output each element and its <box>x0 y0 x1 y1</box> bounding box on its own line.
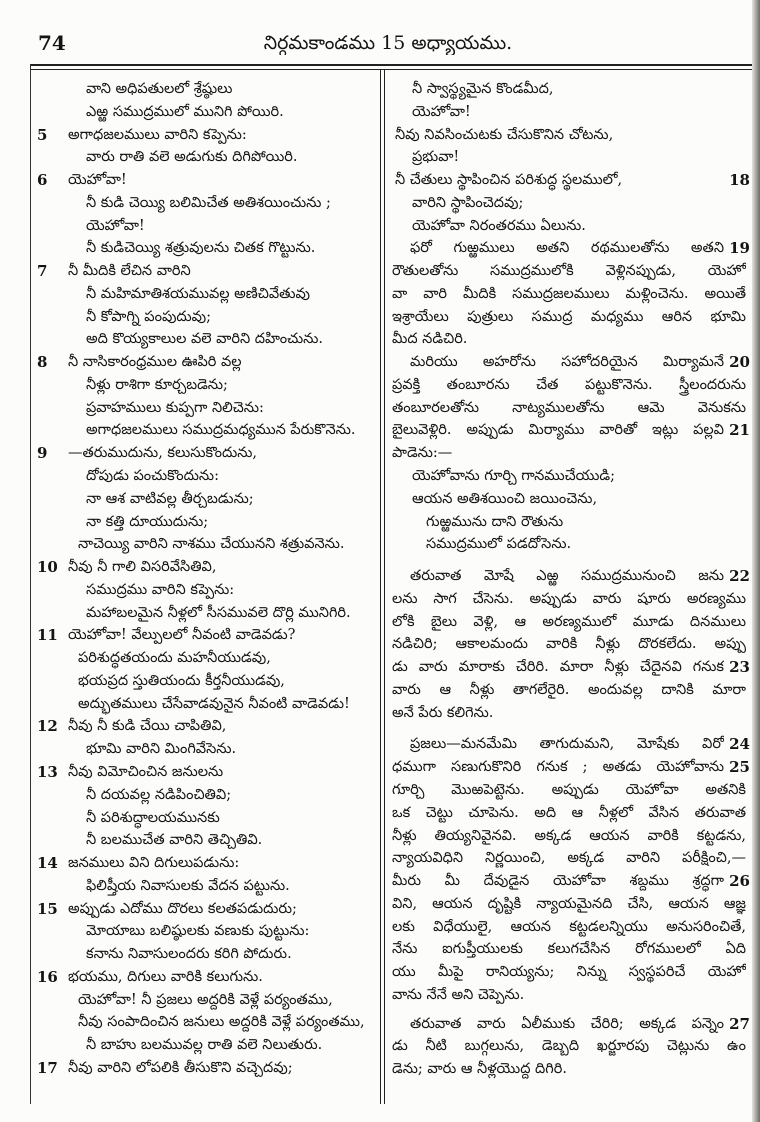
line-text: డు నీటి బుగ్గలును, డెబ్బది ఖర్జూరపు చెట్లును ఉం <box>392 1038 746 1055</box>
prose-line <box>386 1013 752 1036</box>
line-text: అది కొయ్యకాలుల వలె వారిని దహించును. <box>86 331 323 348</box>
poem-line <box>32 533 378 556</box>
prose-line <box>386 588 752 611</box>
verse-number: 24 <box>729 735 750 754</box>
poem-line <box>32 807 378 830</box>
line-text: నీళ్లు తియ్యనివైనవి. అక్కడ ఆయన వారికి కట్టడను, <box>392 827 746 844</box>
verse-number: 23 <box>729 658 750 677</box>
line-text: నీ నాసికారంధ్రముల ఊపిరి వల్ల <box>68 354 242 371</box>
verse-number: 22 <box>729 567 750 586</box>
poem-line <box>32 78 378 101</box>
prose-line <box>386 442 752 465</box>
prose-line <box>386 351 752 374</box>
line-text: యెహోవాను గూర్చి గానముచేయుడి; <box>412 468 615 485</box>
line-text: తంబూరలతోను నాట్యములతోను ఆమె వెనుకను <box>392 399 746 416</box>
prose-line <box>386 237 752 260</box>
line-text: ఫరో గుఱ్ఱములు అతని రథములతోను అతని <box>410 240 724 257</box>
poem-line <box>32 146 378 169</box>
line-text: నీ బలముచేత వారిని తెచ్చితివి. <box>86 832 263 849</box>
line-text: నీవు సంపాదించిన జనులు అద్దరికి వెళ్లే పర్యంతము, <box>78 1014 365 1031</box>
line-text: వారిని స్థాపించెదవు; <box>412 194 524 211</box>
prose-line <box>386 984 752 1007</box>
verse-number: 11 <box>37 626 58 645</box>
line-text: తరువాత మోషే ఎఱ్ఱ సముద్రమునుంచి జను <box>410 568 724 585</box>
column-divider <box>380 69 385 1104</box>
line-text: అగాధజలములు వారిని కప్పెను: <box>68 126 247 143</box>
line-text: నీ స్వాస్థ్యమైన కొండమీద, <box>412 81 554 97</box>
page-number: 74 <box>38 31 66 55</box>
prose-line <box>386 916 752 939</box>
verse-number: 6 <box>37 171 48 190</box>
prose-line <box>386 1058 752 1081</box>
verse-number: 5 <box>37 125 48 144</box>
poem-line <box>32 374 378 397</box>
poem-line <box>32 693 378 716</box>
prose-line <box>386 870 752 893</box>
poem-line <box>32 898 378 921</box>
prose-line <box>386 1035 752 1058</box>
line-text: యెహోవా! వేల్పులలో నీవంటి వాడెవడు? <box>68 627 296 644</box>
line-text: నాచెయ్యి వారిని నాశము చేయునని శత్రువనెను. <box>78 536 345 553</box>
poem-line <box>32 1034 378 1057</box>
line-text: యెహోవా! <box>86 217 145 234</box>
verse-number: 18 <box>729 171 750 190</box>
poem-line <box>386 169 752 192</box>
prose-line <box>386 611 752 634</box>
verse-number: 20 <box>729 353 750 372</box>
poem-line <box>386 533 752 556</box>
verse-number: 27 <box>729 1014 750 1033</box>
line-text: వాను నేనే అని చెప్పెను. <box>392 986 525 1003</box>
prose-line <box>386 756 752 779</box>
verse-number: 13 <box>37 762 58 781</box>
poem-line <box>386 146 752 169</box>
line-text: పాడెను:— <box>392 445 453 462</box>
line-text: మీరు మీ దేవుడైన యెహోవా శబ్దము శ్రద్ధగా <box>392 873 724 890</box>
verse-number: 25 <box>729 758 750 777</box>
poem-line <box>32 784 378 807</box>
poem-line <box>32 1011 378 1034</box>
line-text: లను సాగ చేసెను. అప్పుడు వారు షూరు అరణ్యము <box>392 590 746 607</box>
poem-line <box>32 1057 378 1080</box>
line-text: నీవు నీ కుడి చేయి చాపితివి, <box>68 718 227 735</box>
line-text: డు వారు మారాకు చేరిరి. మారా నీళ్లు చేదైనవి గనుక <box>392 659 724 676</box>
poem-line <box>386 78 752 101</box>
prose-line <box>386 702 752 725</box>
line-text: మరియు అహరోను సహోదరియైన మిర్యామనే <box>410 354 724 371</box>
verse-number: 16 <box>37 967 58 986</box>
poem-line <box>32 351 378 374</box>
poem-line <box>32 192 378 215</box>
verse-number: 15 <box>37 899 58 918</box>
poem-line <box>32 397 378 420</box>
line-text: నా ఆశ వాటివల్ల తీర్చబడును; <box>86 490 254 507</box>
prose-line <box>386 656 752 679</box>
line-text: భయము, దిగులు వారికి కలుగును. <box>68 968 263 985</box>
line-text: భూమి వారిని మింగివేసెను. <box>86 741 237 758</box>
poem-line <box>386 101 752 124</box>
poem-line <box>32 419 378 442</box>
line-text: దోపుడు పంచుకొందును: <box>86 468 219 485</box>
line-text: ఎఱ్ఱ సముద్రములో మునిగి పోయిరి. <box>86 103 284 120</box>
poem-line <box>32 670 378 693</box>
prose-line <box>386 779 752 802</box>
prose-line <box>386 283 752 306</box>
poem-line <box>386 465 752 488</box>
line-text: గూర్చి మొఱపెట్టెను. అప్పుడు యెహోవా అతనికి <box>392 781 746 798</box>
verse-number: 19 <box>729 239 750 258</box>
line-text: లకు విధేయులై, ఆయన కట్టడలన్నియు అనుసరించితే, <box>392 918 746 935</box>
header-rule <box>30 64 752 66</box>
poem-line <box>386 124 752 147</box>
poem-line <box>32 556 378 579</box>
poem-line <box>32 738 378 761</box>
poem-line <box>32 943 378 966</box>
line-text: గుఱ్ఱమును దాని రౌతును <box>426 513 564 530</box>
prose-line <box>386 306 752 329</box>
line-text: నీవు వారిని లోపలికి తీసుకొని వచ్చెదవు; <box>68 1059 293 1076</box>
line-text: జనములు విని దిగులుపడును: <box>68 855 240 872</box>
prose-line <box>386 633 752 656</box>
poem-line <box>32 989 378 1012</box>
poem-line <box>32 852 378 875</box>
line-text: యెహోవా! నీ ప్రజలు అద్దరికి వెళ్లే పర్యంతము, <box>78 991 333 1008</box>
poem-line <box>32 579 378 602</box>
line-text: ప్రభువా! <box>412 149 460 166</box>
poem-line <box>32 215 378 238</box>
poem-line <box>32 829 378 852</box>
line-text: నీ కుడి చెయ్యి బలిమిచేత అతిశయించును ; <box>86 194 331 211</box>
line-text: యెహోవా! <box>68 172 127 189</box>
line-text: రౌతులతోను సముద్రములోకి వెళ్లినప్పుడు, యెహో <box>392 263 746 280</box>
prose-line <box>386 397 752 420</box>
prose-line <box>386 419 752 442</box>
line-text: ధముగా సణుగుకొనిరి గనుక ; అతడు యెహోవాను <box>392 759 724 776</box>
line-text: నీ పరిశుద్ధాలయమునకు <box>86 809 220 826</box>
poem-line <box>32 328 378 351</box>
poem-line <box>32 602 378 625</box>
line-text: నా కత్తి దూయుదును; <box>86 513 209 530</box>
verse-number: 10 <box>37 558 58 577</box>
line-text: వా వారి మీదికి సముద్రజలములు మళ్లించెను. అయితే <box>392 285 746 302</box>
prose-line <box>386 961 752 984</box>
verse-number: 14 <box>37 854 58 873</box>
line-text: నీ చేతులు స్థాపించిన పరిశుద్ధ స్థలములో, <box>395 172 623 189</box>
line-text: నీవు నీ గాలి విసరివేసితివి, <box>68 559 217 576</box>
line-text: నీ మహిమాతిశయమువల్ల అణిచివేతువు <box>86 285 310 302</box>
verse-number: 12 <box>37 717 58 736</box>
line-text: ప్రవాహములు కుప్పగా నిలిచెను: <box>86 399 264 416</box>
poem-line <box>32 237 378 260</box>
right-column <box>386 78 752 1081</box>
line-text: ఒక చెట్టు చూపెను. అది ఆ నీళ్లలో వేసిన తరువాత <box>392 804 746 821</box>
left-column <box>32 78 378 1080</box>
line-text: ప్రవక్తి తంబూరను చేత పట్టుకొనెను. స్త్రీలందరును <box>392 376 746 393</box>
line-text: నడిచిరి; ఆకాలమందు వారికి నీళ్లు దొరకలేదు. అప్పు <box>392 636 746 653</box>
header-rule <box>30 69 752 70</box>
line-text: నేను ఐగుప్తీయులకు కలుగచేసిన రోగములలో ఏది <box>392 941 746 958</box>
poem-line <box>32 465 378 488</box>
poem-line <box>386 192 752 215</box>
poem-line <box>32 920 378 943</box>
line-text: న్యాయవిధిని నిర్ణయించి, అక్కడ వారిని పరీక్షించి,— <box>392 850 746 867</box>
poem-line <box>32 624 378 647</box>
line-text: నీళ్లు రాశిగా కూర్చబడెను; <box>86 376 228 393</box>
line-text: నీవు విమోచించిన జనులను <box>68 763 224 780</box>
line-text: భయప్రద స్తుతియందు కీర్తనీయుడవు, <box>78 672 285 689</box>
prose-line <box>386 847 752 870</box>
verse-number: 26 <box>729 872 750 891</box>
poem-line <box>32 488 378 511</box>
prose-line <box>386 328 752 351</box>
poem-line <box>32 442 378 465</box>
line-text: సముద్రములో పడదోసెను. <box>426 536 572 553</box>
verse-number: 17 <box>37 1058 58 1077</box>
line-text: నీ కోపాగ్ని పంపుదువు; <box>86 308 212 325</box>
line-text: ఇశ్రాయేలు పుత్రులు సముద్ర మధ్యము ఆరిన భూమి <box>392 308 746 325</box>
line-text: నీ కుడిచెయ్యి శత్రువులను చితక గొట్టును. <box>86 240 316 257</box>
prose-line <box>386 679 752 702</box>
line-text: విని, ఆయన దృష్టికి న్యాయమైనది చేసి, ఆయన ఆజ్ఞ <box>392 895 746 912</box>
page-edge-shadow <box>752 0 760 1122</box>
poem-line <box>32 511 378 534</box>
poem-line <box>386 488 752 511</box>
verse-number: 21 <box>729 421 750 440</box>
line-text: ప్రజలు—మనమేమి తాగుదుమని, మోషేకు విరో <box>410 736 724 753</box>
poem-line <box>32 761 378 784</box>
line-text: కనాను నివాసులందరు కరిగి పోదురు. <box>86 946 292 963</box>
line-text: వారు రాతి వలె అడుగుకు దిగిపోయిరి. <box>86 149 298 166</box>
prose-line <box>386 825 752 848</box>
line-text: లోకి బైలు వెళ్లి, ఆ అరణ్యములో మూడు దినములు <box>392 613 746 630</box>
line-text: మోయాబు బలిష్ఠులకు వణుకు పుట్టును: <box>86 923 310 940</box>
prose-line <box>386 260 752 283</box>
line-text: ఆయన అతిశయించి జయించెను, <box>412 490 598 507</box>
line-text: వారు ఆ నీళ్లు తాగలేరైరి. అందువల్ల దానికి మారా <box>392 681 746 698</box>
line-text: యెహోవా నిరంతరము ఏలును. <box>412 217 586 234</box>
verse-number: 8 <box>37 353 48 372</box>
line-text: సముద్రము వారిని కప్పెను: <box>86 581 235 598</box>
prose-line <box>386 802 752 825</box>
line-text: —తరుముదును, కలుసుకొందును, <box>68 445 258 462</box>
left-border <box>30 64 31 1104</box>
line-text: తరువాత వారు ఏలీముకు చేరిరి; అక్కడ పన్నెం <box>410 1015 724 1032</box>
line-text: బైలువెళ్లిరి. అప్పుడు మిర్యాము వారితో ఇట్లు పల్లవి <box>392 422 724 439</box>
line-text: నీ దయవల్ల నడిపించితివి; <box>86 786 232 803</box>
poem-line <box>386 511 752 534</box>
line-text: పరిశుద్ధతయందు మహనీయుడవు, <box>78 650 271 667</box>
prose-line <box>386 893 752 916</box>
line-text: మీద నడిచిరి. <box>392 331 468 348</box>
line-text: అప్పుడు ఎదోము దొరలు కలతపడుదురు; <box>68 900 297 917</box>
page-title: నిర్గమకాండము 15 అధ్యాయము. <box>263 32 513 54</box>
line-text: యు మీపై రానియ్యను; నిన్ను స్వస్థపరిచే యెహో <box>392 964 746 981</box>
poem-line <box>32 647 378 670</box>
poem-line <box>32 283 378 306</box>
line-text: నీ బాహు బలమువల్ల రాతి వలె నిలుతురు. <box>86 1037 323 1054</box>
prose-line <box>386 565 752 588</box>
prose-line <box>386 938 752 961</box>
poem-line <box>32 169 378 192</box>
prose-line <box>386 374 752 397</box>
poem-line <box>32 966 378 989</box>
poem-line <box>32 124 378 147</box>
line-text: అద్భుతములు చేసేవాడవునైన నీవంటి వాడెవడు! <box>78 695 350 712</box>
poem-line <box>32 101 378 124</box>
line-text: ఫిలిష్తీయ నివాసులకు వేదన పట్టును. <box>86 877 290 894</box>
poem-line <box>386 215 752 238</box>
line-text: డెను; వారు ఆ నీళ్లయొద్ద దిగిరి. <box>392 1061 567 1078</box>
line-text: అనే పేరు కలిగెను. <box>392 704 494 721</box>
poem-line <box>32 715 378 738</box>
line-text: మహాబలమైన నీళ్లలో సీసమువలె దొర్లి మునిగిరి. <box>86 604 351 621</box>
poem-line <box>32 260 378 283</box>
verse-number: 7 <box>37 262 48 281</box>
line-text: యెహోవా! <box>412 103 471 120</box>
line-text: నీవు నివసించుటకు చేసుకొనిన చోటను, <box>395 126 614 143</box>
prose-line <box>386 733 752 756</box>
line-text: అగాధజలములు సముద్రమధ్యమున పేరుకొనెను. <box>86 422 356 439</box>
verse-number: 9 <box>37 444 48 463</box>
line-text: వాని అధిపతులలో శ్రేష్ఠులు <box>86 81 233 97</box>
poem-line <box>32 875 378 898</box>
line-text: నీ మీదికి లేచిన వారిని <box>68 263 191 280</box>
poem-line <box>32 306 378 329</box>
